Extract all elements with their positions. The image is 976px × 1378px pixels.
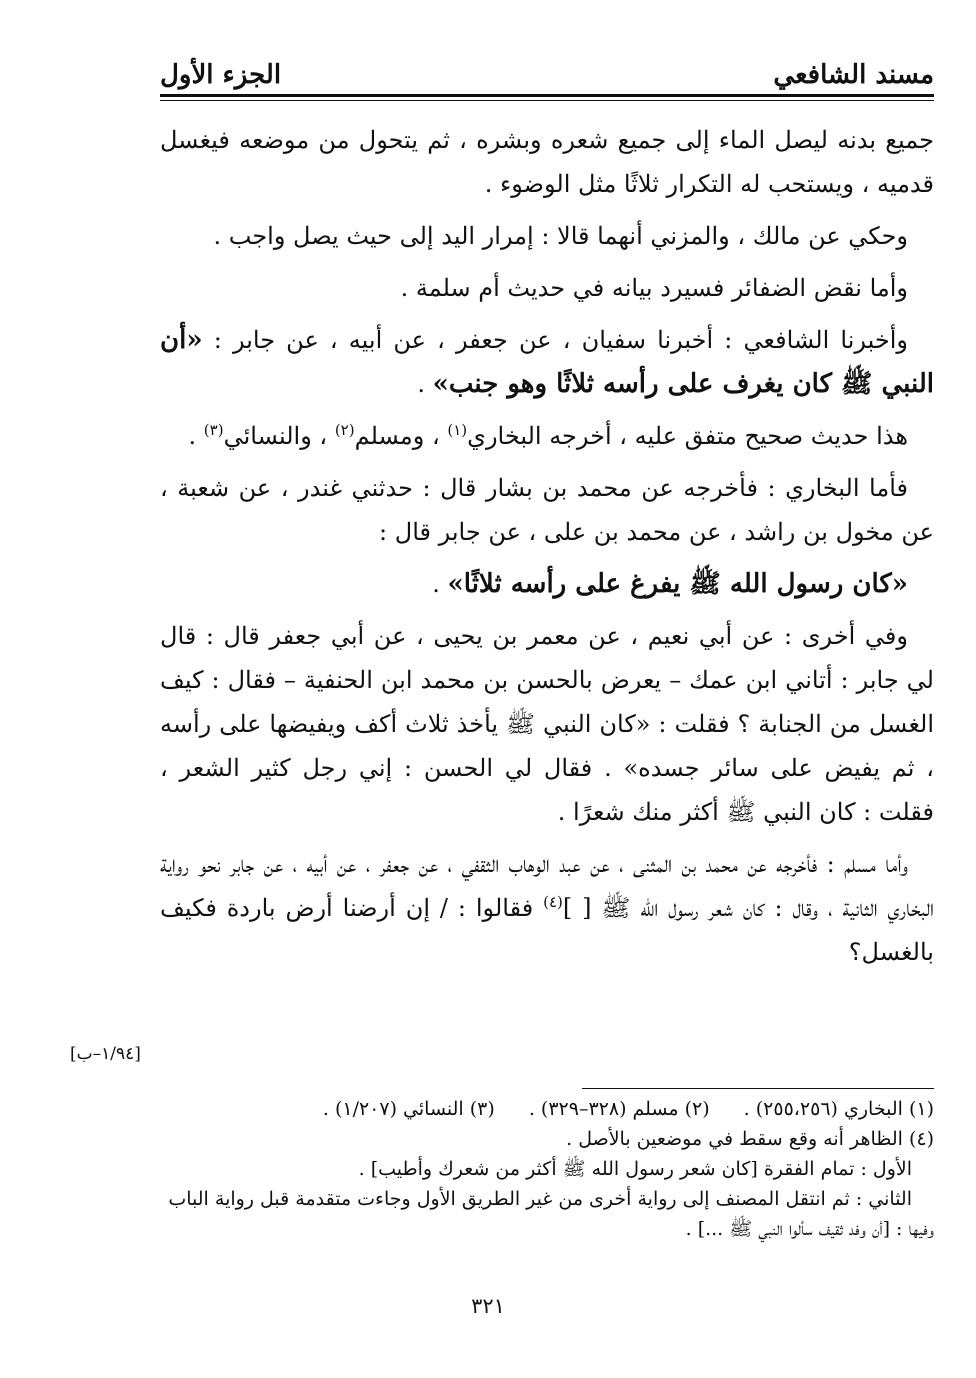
footnote-2: (٢) مسلم (٣٢٨–٣٢٩) . xyxy=(528,1098,710,1120)
paragraph-2: وحكي عن مالك ، والمزني أنهما قالا : إمرار اليد إلى حيث يصل واجب . xyxy=(213,222,908,250)
footnote-ref-3: (٣) xyxy=(203,421,224,439)
footnote-ref-1: (١) xyxy=(447,421,468,439)
footnote-4-second-cont: وفيها : [أن وفد ثقيف سألوا النبي ﷺ ...] . xyxy=(685,1218,934,1240)
paragraph-3: وأما نقض الضفائر فسيرد بيانه في حديث أم سلمة . xyxy=(400,274,908,302)
volume-title: الجزء الأول xyxy=(160,60,282,90)
footnote-4-second: الثاني : ثم انتقل المصنف إلى رواية أخرى من غير الطريق الأول وجاءت متقدمة قبل رواية الباب xyxy=(168,1188,912,1210)
book-title: مسند الشافعي xyxy=(773,60,934,90)
narration-text: وأما مسلم : فأخرجه عن محمد بن المثنى ، عن عبد الوهاب الثقفي ، عن جعفر ، عن أبيه ، عن جابر نحو رواية البخاري الثانية ، وقال : كان شعر رسول الله ﷺ [ ] xyxy=(160,850,934,922)
footnote-ref-4: (٤) xyxy=(543,893,563,911)
paragraph-9 xyxy=(160,842,934,974)
footnote-4-first: الأول : تمام الفقرة [كان شعر رسول الله ﷺ أكثر من شعرك وأطيب] . xyxy=(358,1158,912,1180)
paragraph-8: وفي أخرى : عن أبي نعيم ، عن معمر بن يحيى ، عن أبي جعفر قال : قال لي جابر : أتاني ابن عمك – يعرض بالحسن بن محمد ابن الحنفية – فقال : كيف الغسل من الجنابة ؟ فقلت : «كان النبي ﷺ يأخذ ثلاث أكف ويفيضها على رأسه ، ثم يفيض على سائر جسده» . فقال لي الحسن : إني رجل كثير الشعر ، فقلت : كان النبي ﷺ أكثر منك شعرًا . xyxy=(160,622,934,826)
footnote-3: (٣) النسائي (١/٢٠٧) . xyxy=(322,1098,495,1120)
paragraph-7 xyxy=(160,562,934,606)
takhrij-text: هذا حديث صحيح متفق عليه ، أخرجه البخاري xyxy=(467,422,908,450)
takhrij-text: ، والنسائي xyxy=(223,422,335,450)
manuscript-folio-marker: [١/٩٤–ب] xyxy=(70,1044,141,1064)
isnad-text: وأخبرنا الشافعي : أخبرنا سفيان ، عن جعفر ، عن أبيه ، عن جابر : xyxy=(202,326,908,354)
period: . xyxy=(417,370,433,398)
narration-text: فقالوا : / إن أرضنا أرض باردة فكيف بالغسل؟ xyxy=(160,894,934,966)
takhrij-text: ، ومسلم xyxy=(354,422,448,450)
header-rule-thick xyxy=(160,94,934,97)
paragraph-1: جميع بدنه ليصل الماء إلى جميع شعره وبشره ، ثم يتحول من موضعه فيغسل قدميه ، ويستحب له التكرار ثلاثًا مثل الوضوء . xyxy=(160,126,934,198)
running-header xyxy=(160,52,934,92)
paragraph-5 xyxy=(160,414,934,458)
hadith-text: «كان رسول الله ﷺ يفرغ على رأسه ثلاثًا» xyxy=(447,569,908,599)
page-number: ٣٢١ xyxy=(471,1294,505,1318)
period: . xyxy=(188,422,204,450)
header-rule-thin xyxy=(160,100,934,101)
footnote-row xyxy=(160,1094,934,1124)
footnote-1: (١) البخاري (٢٥٥،٢٥٦) . xyxy=(743,1098,934,1120)
main-text xyxy=(160,118,934,982)
footnote-ref-2: (٢) xyxy=(334,421,355,439)
hadith-text: «أن النبي ﷺ كان يغرف على رأسه ثلاثًا وهو جنب» xyxy=(160,325,934,399)
footnote-4: (٤) الظاهر أنه وقع سقط في موضعين بالأصل . xyxy=(566,1128,934,1150)
footnotes xyxy=(160,1094,934,1244)
period: . xyxy=(432,570,448,598)
paragraph-4 xyxy=(160,318,934,406)
paragraph-6: فأما البخاري : فأخرجه عن محمد بن بشار قال : حدثني غندر ، عن شعبة ، عن مخول بن راشد ، عن محمد بن على ، عن جابر قال : xyxy=(160,474,934,546)
footnote-separator xyxy=(582,1088,934,1089)
